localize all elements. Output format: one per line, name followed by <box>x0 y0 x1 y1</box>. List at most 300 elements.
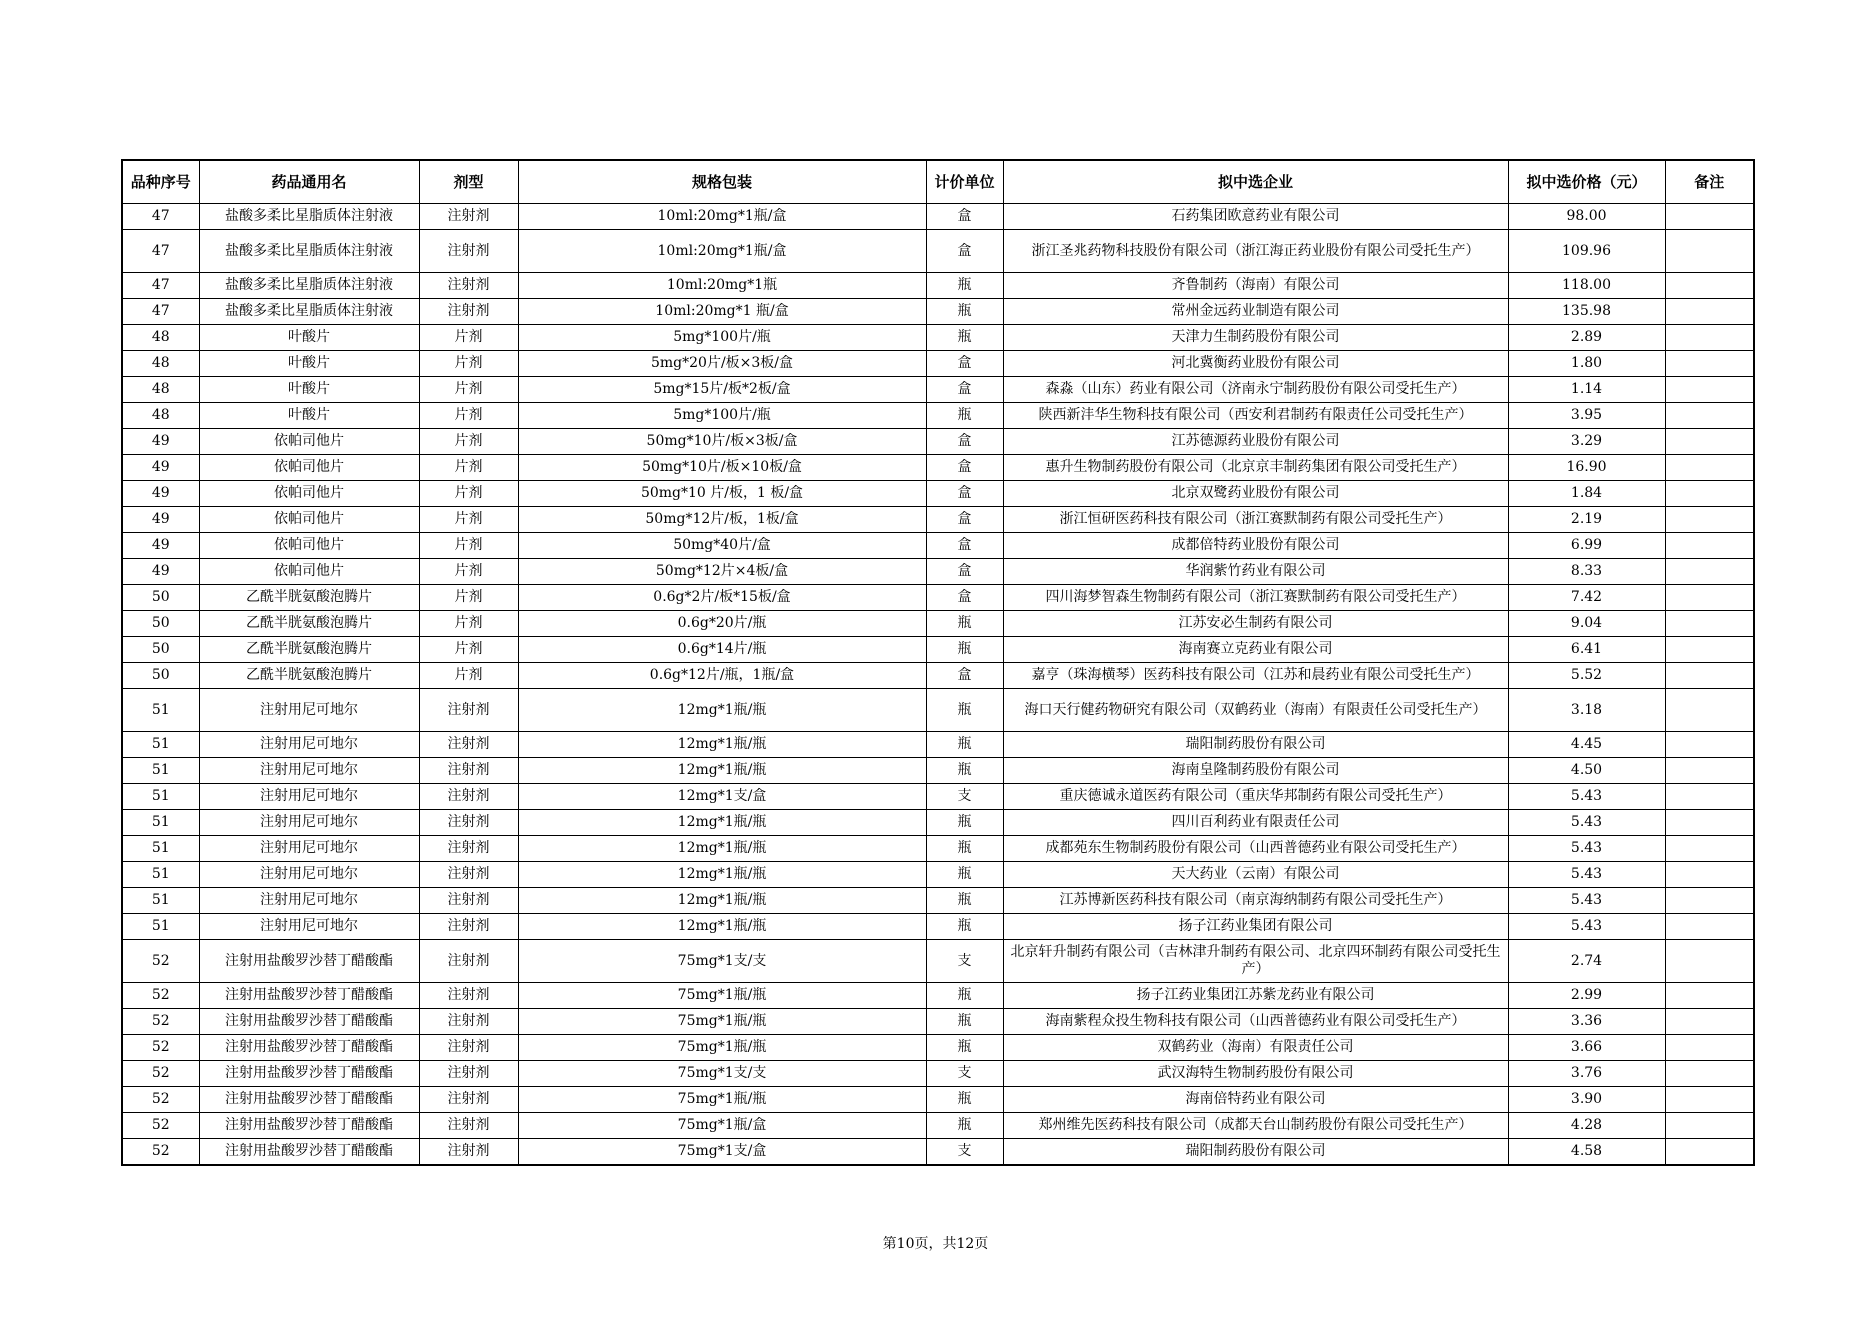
spec-pack-cell: 12mg*1瓶/瓶 <box>518 732 926 758</box>
unit-cell: 瓶 <box>926 1009 1003 1035</box>
price-cell: 2.74 <box>1508 940 1665 983</box>
row-number-cell: 52 <box>122 1035 199 1061</box>
drug-name-cell: 注射用盐酸罗沙替丁醋酸酯 <box>199 940 419 983</box>
drug-name-cell: 乙酰半胱氨酸泡腾片 <box>199 611 419 637</box>
dosage-form-cell: 注射剂 <box>419 230 518 273</box>
drug-name-cell: 盐酸多柔比星脂质体注射液 <box>199 230 419 273</box>
dosage-form-cell: 注射剂 <box>419 1009 518 1035</box>
row-number-cell: 52 <box>122 1009 199 1035</box>
row-number-cell: 51 <box>122 914 199 940</box>
spec-pack-cell: 12mg*1瓶/瓶 <box>518 836 926 862</box>
price-cell: 9.04 <box>1508 611 1665 637</box>
row-number-cell: 49 <box>122 559 199 585</box>
company-cell: 郑州维先医药科技有限公司（成都天台山制药股份有限公司受托生产） <box>1003 1113 1508 1139</box>
unit-cell: 盒 <box>926 429 1003 455</box>
company-cell: 嘉亨（珠海横琴）医药科技有限公司（江苏和晨药业有限公司受托生产） <box>1003 663 1508 689</box>
company-cell: 北京轩升制药有限公司（吉林津升制药有限公司、北京四环制药有限公司受托生产） <box>1003 940 1508 983</box>
unit-cell: 盒 <box>926 585 1003 611</box>
price-cell: 4.58 <box>1508 1139 1665 1166</box>
table-row <box>122 1087 1754 1113</box>
row-number-cell: 51 <box>122 732 199 758</box>
price-cell: 5.43 <box>1508 914 1665 940</box>
unit-cell: 瓶 <box>926 325 1003 351</box>
drug-name-cell: 盐酸多柔比星脂质体注射液 <box>199 204 419 230</box>
row-number-cell: 47 <box>122 204 199 230</box>
dosage-form-cell: 片剂 <box>419 637 518 663</box>
drug-name-cell: 注射用盐酸罗沙替丁醋酸酯 <box>199 1113 419 1139</box>
unit-cell: 支 <box>926 1061 1003 1087</box>
table-row <box>122 1061 1754 1087</box>
header-cell: 剂型 <box>419 160 518 204</box>
unit-cell: 瓶 <box>926 273 1003 299</box>
table-row <box>122 983 1754 1009</box>
remark-cell <box>1665 533 1754 559</box>
table-row <box>122 1139 1754 1166</box>
company-cell: 北京双鹭药业股份有限公司 <box>1003 481 1508 507</box>
drug-name-cell: 注射用尼可地尔 <box>199 914 419 940</box>
dosage-form-cell: 注射剂 <box>419 1087 518 1113</box>
unit-cell: 盒 <box>926 507 1003 533</box>
unit-cell: 瓶 <box>926 810 1003 836</box>
company-cell: 陕西新沣华生物科技有限公司（西安利君制药有限责任公司受托生产） <box>1003 403 1508 429</box>
row-number-cell: 49 <box>122 429 199 455</box>
dosage-form-cell: 注射剂 <box>419 299 518 325</box>
price-cell: 5.43 <box>1508 810 1665 836</box>
table-row <box>122 481 1754 507</box>
drug-name-cell: 依帕司他片 <box>199 429 419 455</box>
drug-name-cell: 注射用盐酸罗沙替丁醋酸酯 <box>199 1087 419 1113</box>
unit-cell: 支 <box>926 1139 1003 1166</box>
company-cell: 惠升生物制药股份有限公司（北京京丰制药集团有限公司受托生产） <box>1003 455 1508 481</box>
company-cell: 齐鲁制药（海南）有限公司 <box>1003 273 1508 299</box>
price-cell: 2.99 <box>1508 983 1665 1009</box>
dosage-form-cell: 片剂 <box>419 403 518 429</box>
company-cell: 常州金远药业制造有限公司 <box>1003 299 1508 325</box>
price-cell: 7.42 <box>1508 585 1665 611</box>
dosage-form-cell: 片剂 <box>419 559 518 585</box>
remark-cell <box>1665 1139 1754 1166</box>
remark-cell <box>1665 204 1754 230</box>
remark-cell <box>1665 351 1754 377</box>
row-number-cell: 51 <box>122 784 199 810</box>
drug-name-cell: 注射用尼可地尔 <box>199 784 419 810</box>
company-cell: 武汉海特生物制药股份有限公司 <box>1003 1061 1508 1087</box>
remark-cell <box>1665 1061 1754 1087</box>
price-cell: 1.80 <box>1508 351 1665 377</box>
price-cell: 1.14 <box>1508 377 1665 403</box>
spec-pack-cell: 10ml:20mg*1瓶/盒 <box>518 204 926 230</box>
drug-name-cell: 注射用盐酸罗沙替丁醋酸酯 <box>199 1035 419 1061</box>
row-number-cell: 52 <box>122 1061 199 1087</box>
header-cell: 拟中选价格（元） <box>1508 160 1665 204</box>
row-number-cell: 52 <box>122 1139 199 1166</box>
remark-cell <box>1665 689 1754 732</box>
drug-name-cell: 注射用尼可地尔 <box>199 862 419 888</box>
spec-pack-cell: 12mg*1瓶/瓶 <box>518 689 926 732</box>
company-cell: 天津力生制药股份有限公司 <box>1003 325 1508 351</box>
spec-pack-cell: 12mg*1瓶/瓶 <box>518 810 926 836</box>
company-cell: 浙江恒研医药科技有限公司（浙江赛默制药有限公司受托生产） <box>1003 507 1508 533</box>
price-cell: 3.90 <box>1508 1087 1665 1113</box>
remark-cell <box>1665 810 1754 836</box>
unit-cell: 瓶 <box>926 758 1003 784</box>
remark-cell <box>1665 230 1754 273</box>
row-number-cell: 51 <box>122 689 199 732</box>
row-number-cell: 48 <box>122 325 199 351</box>
drug-name-cell: 注射用尼可地尔 <box>199 888 419 914</box>
remark-cell <box>1665 862 1754 888</box>
table-row <box>122 689 1754 732</box>
table-row <box>122 1009 1754 1035</box>
remark-cell <box>1665 273 1754 299</box>
company-cell: 双鹤药业（海南）有限责任公司 <box>1003 1035 1508 1061</box>
row-number-cell: 50 <box>122 637 199 663</box>
remark-cell <box>1665 983 1754 1009</box>
dosage-form-cell: 注射剂 <box>419 689 518 732</box>
dosage-form-cell: 片剂 <box>419 585 518 611</box>
row-number-cell: 50 <box>122 663 199 689</box>
drug-name-cell: 盐酸多柔比星脂质体注射液 <box>199 299 419 325</box>
drug-name-cell: 注射用尼可地尔 <box>199 810 419 836</box>
header-cell: 药品通用名 <box>199 160 419 204</box>
table-row <box>122 559 1754 585</box>
unit-cell: 盒 <box>926 204 1003 230</box>
price-cell: 3.18 <box>1508 689 1665 732</box>
spec-pack-cell: 5mg*100片/瓶 <box>518 325 926 351</box>
dosage-form-cell: 注射剂 <box>419 1061 518 1087</box>
remark-cell <box>1665 325 1754 351</box>
row-number-cell: 51 <box>122 888 199 914</box>
spec-pack-cell: 12mg*1瓶/瓶 <box>518 888 926 914</box>
table-row <box>122 611 1754 637</box>
unit-cell: 瓶 <box>926 1035 1003 1061</box>
row-number-cell: 49 <box>122 455 199 481</box>
remark-cell <box>1665 836 1754 862</box>
company-cell: 华润紫竹药业有限公司 <box>1003 559 1508 585</box>
spec-pack-cell: 5mg*15片/板*2板/盒 <box>518 377 926 403</box>
spec-pack-cell: 50mg*10片/板×10板/盒 <box>518 455 926 481</box>
page-footer: 第10页，共12页 <box>882 1236 989 1252</box>
dosage-form-cell: 片剂 <box>419 481 518 507</box>
unit-cell: 盒 <box>926 663 1003 689</box>
drug-name-cell: 注射用盐酸罗沙替丁醋酸酯 <box>199 983 419 1009</box>
remark-cell <box>1665 455 1754 481</box>
price-cell: 8.33 <box>1508 559 1665 585</box>
company-cell: 天大药业（云南）有限公司 <box>1003 862 1508 888</box>
company-cell: 海口天行健药物研究有限公司（双鹤药业（海南）有限责任公司受托生产） <box>1003 689 1508 732</box>
unit-cell: 支 <box>926 784 1003 810</box>
unit-cell: 瓶 <box>926 983 1003 1009</box>
unit-cell: 瓶 <box>926 888 1003 914</box>
table-row <box>122 204 1754 230</box>
unit-cell: 瓶 <box>926 637 1003 663</box>
table-row <box>122 585 1754 611</box>
drug-price-table <box>121 159 1755 1166</box>
drug-name-cell: 依帕司他片 <box>199 507 419 533</box>
drug-name-cell: 依帕司他片 <box>199 481 419 507</box>
drug-name-cell: 注射用尼可地尔 <box>199 758 419 784</box>
drug-name-cell: 注射用盐酸罗沙替丁醋酸酯 <box>199 1139 419 1166</box>
dosage-form-cell: 注射剂 <box>419 784 518 810</box>
row-number-cell: 48 <box>122 351 199 377</box>
drug-name-cell: 叶酸片 <box>199 403 419 429</box>
unit-cell: 瓶 <box>926 299 1003 325</box>
remark-cell <box>1665 637 1754 663</box>
table-row <box>122 429 1754 455</box>
remark-cell <box>1665 481 1754 507</box>
spec-pack-cell: 50mg*12片×4板/盒 <box>518 559 926 585</box>
table-body <box>122 204 1754 1166</box>
header-cell: 规格包装 <box>518 160 926 204</box>
table-row <box>122 732 1754 758</box>
drug-name-cell: 乙酰半胱氨酸泡腾片 <box>199 585 419 611</box>
row-number-cell: 51 <box>122 758 199 784</box>
spec-pack-cell: 10ml:20mg*1 瓶/盒 <box>518 299 926 325</box>
price-cell: 5.52 <box>1508 663 1665 689</box>
dosage-form-cell: 片剂 <box>419 377 518 403</box>
table-row <box>122 1035 1754 1061</box>
dosage-form-cell: 片剂 <box>419 663 518 689</box>
company-cell: 江苏博新医药科技有限公司（南京海纳制药有限公司受托生产） <box>1003 888 1508 914</box>
unit-cell: 瓶 <box>926 836 1003 862</box>
header-cell: 备注 <box>1665 160 1754 204</box>
dosage-form-cell: 注射剂 <box>419 914 518 940</box>
unit-cell: 瓶 <box>926 1113 1003 1139</box>
remark-cell <box>1665 429 1754 455</box>
remark-cell <box>1665 1087 1754 1113</box>
row-number-cell: 52 <box>122 1087 199 1113</box>
drug-name-cell: 注射用尼可地尔 <box>199 836 419 862</box>
table-row <box>122 663 1754 689</box>
price-cell: 5.43 <box>1508 836 1665 862</box>
row-number-cell: 49 <box>122 481 199 507</box>
dosage-form-cell: 注射剂 <box>419 983 518 1009</box>
remark-cell <box>1665 1113 1754 1139</box>
price-cell: 6.99 <box>1508 533 1665 559</box>
spec-pack-cell: 50mg*10 片/板，1 板/盒 <box>518 481 926 507</box>
row-number-cell: 51 <box>122 862 199 888</box>
remark-cell <box>1665 377 1754 403</box>
price-cell: 5.43 <box>1508 862 1665 888</box>
table-row <box>122 1113 1754 1139</box>
unit-cell: 盒 <box>926 455 1003 481</box>
price-cell: 3.76 <box>1508 1061 1665 1087</box>
table-row <box>122 377 1754 403</box>
table-row <box>122 455 1754 481</box>
drug-name-cell: 注射用尼可地尔 <box>199 689 419 732</box>
table-row <box>122 507 1754 533</box>
price-cell: 16.90 <box>1508 455 1665 481</box>
dosage-form-cell: 片剂 <box>419 429 518 455</box>
dosage-form-cell: 注射剂 <box>419 862 518 888</box>
table-row <box>122 403 1754 429</box>
unit-cell: 盒 <box>926 230 1003 273</box>
unit-cell: 瓶 <box>926 914 1003 940</box>
table-row <box>122 914 1754 940</box>
row-number-cell: 48 <box>122 403 199 429</box>
company-cell: 浙江圣兆药物科技股份有限公司（浙江海正药业股份有限公司受托生产） <box>1003 230 1508 273</box>
price-cell: 135.98 <box>1508 299 1665 325</box>
header-cell: 拟中选企业 <box>1003 160 1508 204</box>
company-cell: 石药集团欧意药业有限公司 <box>1003 204 1508 230</box>
spec-pack-cell: 5mg*100片/瓶 <box>518 403 926 429</box>
price-cell: 109.96 <box>1508 230 1665 273</box>
row-number-cell: 47 <box>122 299 199 325</box>
row-number-cell: 50 <box>122 585 199 611</box>
row-number-cell: 52 <box>122 1113 199 1139</box>
unit-cell: 盒 <box>926 559 1003 585</box>
dosage-form-cell: 片剂 <box>419 533 518 559</box>
dosage-form-cell: 注射剂 <box>419 940 518 983</box>
spec-pack-cell: 12mg*1瓶/瓶 <box>518 758 926 784</box>
unit-cell: 支 <box>926 940 1003 983</box>
company-cell: 江苏安必生制药有限公司 <box>1003 611 1508 637</box>
dosage-form-cell: 注射剂 <box>419 273 518 299</box>
price-cell: 2.89 <box>1508 325 1665 351</box>
company-cell: 四川海梦智森生物制药有限公司（浙江赛默制药有限公司受托生产） <box>1003 585 1508 611</box>
remark-cell <box>1665 888 1754 914</box>
dosage-form-cell: 片剂 <box>419 611 518 637</box>
table-header-row <box>122 160 1754 204</box>
unit-cell: 瓶 <box>926 689 1003 732</box>
dosage-form-cell: 注射剂 <box>419 836 518 862</box>
dosage-form-cell: 注射剂 <box>419 1113 518 1139</box>
row-number-cell: 51 <box>122 810 199 836</box>
spec-pack-cell: 50mg*10片/板×3板/盒 <box>518 429 926 455</box>
drug-name-cell: 乙酰半胱氨酸泡腾片 <box>199 663 419 689</box>
dosage-form-cell: 注射剂 <box>419 810 518 836</box>
remark-cell <box>1665 732 1754 758</box>
drug-name-cell: 叶酸片 <box>199 377 419 403</box>
drug-name-cell: 依帕司他片 <box>199 533 419 559</box>
spec-pack-cell: 75mg*1支/支 <box>518 940 926 983</box>
remark-cell <box>1665 1009 1754 1035</box>
drug-name-cell: 叶酸片 <box>199 351 419 377</box>
company-cell: 重庆德诚永道医药有限公司（重庆华邦制药有限公司受托生产） <box>1003 784 1508 810</box>
remark-cell <box>1665 299 1754 325</box>
dosage-form-cell: 片剂 <box>419 455 518 481</box>
unit-cell: 瓶 <box>926 611 1003 637</box>
row-number-cell: 49 <box>122 507 199 533</box>
company-cell: 江苏德源药业股份有限公司 <box>1003 429 1508 455</box>
dosage-form-cell: 注射剂 <box>419 732 518 758</box>
header-cell: 品种序号 <box>122 160 199 204</box>
dosage-form-cell: 注射剂 <box>419 1035 518 1061</box>
spec-pack-cell: 75mg*1支/盒 <box>518 1139 926 1166</box>
drug-name-cell: 注射用盐酸罗沙替丁醋酸酯 <box>199 1061 419 1087</box>
drug-name-cell: 叶酸片 <box>199 325 419 351</box>
spec-pack-cell: 0.6g*12片/瓶，1瓶/盒 <box>518 663 926 689</box>
remark-cell <box>1665 914 1754 940</box>
drug-name-cell: 依帕司他片 <box>199 455 419 481</box>
spec-pack-cell: 50mg*40片/盒 <box>518 533 926 559</box>
table-row <box>122 351 1754 377</box>
price-cell: 5.43 <box>1508 888 1665 914</box>
price-cell: 6.41 <box>1508 637 1665 663</box>
spec-pack-cell: 75mg*1瓶/瓶 <box>518 1009 926 1035</box>
company-cell: 成都苑东生物制药股份有限公司（山西普德药业有限公司受托生产） <box>1003 836 1508 862</box>
company-cell: 瑞阳制药股份有限公司 <box>1003 1139 1508 1166</box>
drug-name-cell: 依帕司他片 <box>199 559 419 585</box>
drug-name-cell: 乙酰半胱氨酸泡腾片 <box>199 637 419 663</box>
company-cell: 扬子江药业集团江苏紫龙药业有限公司 <box>1003 983 1508 1009</box>
spec-pack-cell: 12mg*1瓶/瓶 <box>518 862 926 888</box>
price-cell: 4.28 <box>1508 1113 1665 1139</box>
unit-cell: 瓶 <box>926 1087 1003 1113</box>
dosage-form-cell: 注射剂 <box>419 204 518 230</box>
price-cell: 3.66 <box>1508 1035 1665 1061</box>
row-number-cell: 50 <box>122 611 199 637</box>
drug-name-cell: 注射用盐酸罗沙替丁醋酸酯 <box>199 1009 419 1035</box>
price-cell: 118.00 <box>1508 273 1665 299</box>
spec-pack-cell: 12mg*1支/盒 <box>518 784 926 810</box>
row-number-cell: 49 <box>122 533 199 559</box>
remark-cell <box>1665 940 1754 983</box>
price-cell: 1.84 <box>1508 481 1665 507</box>
table-row <box>122 940 1754 983</box>
table-row <box>122 836 1754 862</box>
dosage-form-cell: 注射剂 <box>419 1139 518 1166</box>
company-cell: 海南紫程众投生物科技有限公司（山西普德药业有限公司受托生产） <box>1003 1009 1508 1035</box>
unit-cell: 盒 <box>926 351 1003 377</box>
unit-cell: 瓶 <box>926 732 1003 758</box>
table-row <box>122 888 1754 914</box>
price-cell: 2.19 <box>1508 507 1665 533</box>
unit-cell: 瓶 <box>926 403 1003 429</box>
dosage-form-cell: 注射剂 <box>419 758 518 784</box>
row-number-cell: 47 <box>122 230 199 273</box>
company-cell: 河北冀衡药业股份有限公司 <box>1003 351 1508 377</box>
spec-pack-cell: 75mg*1瓶/瓶 <box>518 983 926 1009</box>
unit-cell: 盒 <box>926 377 1003 403</box>
remark-cell <box>1665 1035 1754 1061</box>
spec-pack-cell: 0.6g*2片/板*15板/盒 <box>518 585 926 611</box>
header-cell: 计价单位 <box>926 160 1003 204</box>
remark-cell <box>1665 507 1754 533</box>
spec-pack-cell: 0.6g*14片/瓶 <box>518 637 926 663</box>
company-cell: 海南皇隆制药股份有限公司 <box>1003 758 1508 784</box>
company-cell: 四川百利药业有限责任公司 <box>1003 810 1508 836</box>
unit-cell: 瓶 <box>926 862 1003 888</box>
table-row <box>122 784 1754 810</box>
spec-pack-cell: 10ml:20mg*1瓶/盒 <box>518 230 926 273</box>
dosage-form-cell: 片剂 <box>419 507 518 533</box>
table-row <box>122 637 1754 663</box>
row-number-cell: 47 <box>122 273 199 299</box>
table-row <box>122 862 1754 888</box>
table-row <box>122 758 1754 784</box>
spec-pack-cell: 75mg*1瓶/瓶 <box>518 1087 926 1113</box>
remark-cell <box>1665 403 1754 429</box>
spec-pack-cell: 50mg*12片/板，1板/盒 <box>518 507 926 533</box>
row-number-cell: 48 <box>122 377 199 403</box>
price-cell: 3.95 <box>1508 403 1665 429</box>
table-row <box>122 325 1754 351</box>
spec-pack-cell: 0.6g*20片/瓶 <box>518 611 926 637</box>
row-number-cell: 52 <box>122 940 199 983</box>
dosage-form-cell: 片剂 <box>419 351 518 377</box>
remark-cell <box>1665 585 1754 611</box>
unit-cell: 盒 <box>926 481 1003 507</box>
spec-pack-cell: 12mg*1瓶/瓶 <box>518 914 926 940</box>
company-cell: 成都倍特药业股份有限公司 <box>1003 533 1508 559</box>
table-row <box>122 273 1754 299</box>
company-cell: 瑞阳制药股份有限公司 <box>1003 732 1508 758</box>
drug-name-cell: 注射用尼可地尔 <box>199 732 419 758</box>
spec-pack-cell: 75mg*1支/支 <box>518 1061 926 1087</box>
spec-pack-cell: 75mg*1瓶/瓶 <box>518 1035 926 1061</box>
spec-pack-cell: 5mg*20片/板×3板/盒 <box>518 351 926 377</box>
